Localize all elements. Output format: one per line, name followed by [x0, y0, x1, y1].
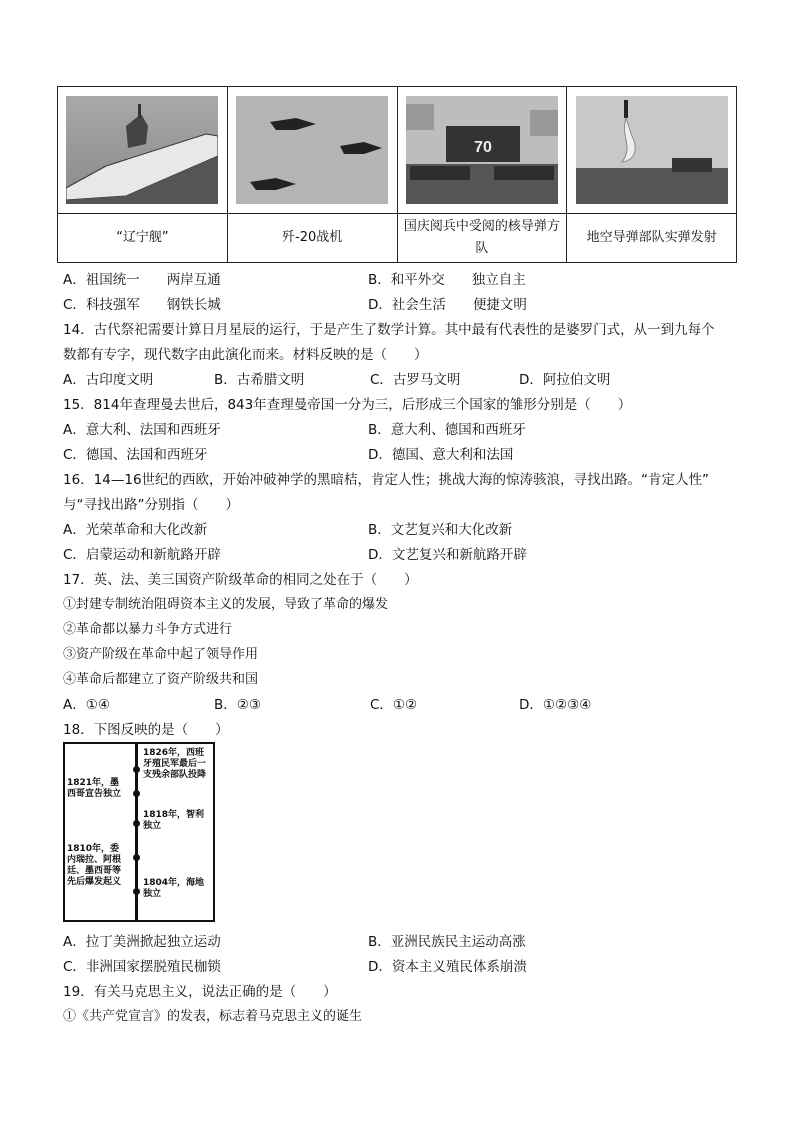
timeline-dot — [133, 854, 140, 861]
q14-option-b: B．古希腊文明 — [214, 372, 305, 388]
figure-table — [57, 86, 737, 263]
q17-option-c: C．①② — [370, 697, 418, 713]
timeline-event-1821: 1821年，墨西哥宣告独立 — [67, 778, 122, 799]
q15-option-b: B．意大利、德国和西班牙 — [368, 422, 526, 438]
timeline-event-1804: 1804年，海地独立 — [143, 878, 205, 899]
figure-cell-4 — [567, 87, 737, 214]
figure-cell-3 — [397, 87, 567, 214]
figure-caption-4: 地空导弹部队实弹发射 — [567, 214, 737, 263]
q16-option-b: B．文艺复兴和大化改新 — [368, 522, 513, 538]
q17-item-1: ①封建专制统治阻碍资本主义的发展，导致了革命的爆发 — [63, 597, 389, 612]
timeline-event-1826: 1826年，西班牙殖民军最后一支残余部队投降 — [143, 748, 207, 780]
q15-option-c: C．德国、法国和西班牙 — [63, 447, 208, 463]
q14-option-c: C．古罗马文明 — [370, 372, 461, 388]
q18-option-c: C．非洲国家摆脱殖民枷锁 — [63, 959, 221, 975]
q14-option-d: D．阿拉伯文明 — [519, 372, 611, 388]
q19-item-1: ①《共产党宣言》的发表，标志着马克思主义的诞生 — [63, 1009, 363, 1024]
q16-option-c: C．启蒙运动和新航路开辟 — [63, 547, 221, 563]
figure-cell-2 — [227, 87, 397, 214]
q18-option-b: B．亚洲民族民主运动高涨 — [368, 934, 526, 950]
parade-number: 70 — [473, 139, 492, 156]
figure-caption-1: “辽宁舰” — [58, 214, 228, 263]
q15-option-d: D．德国、意大利和法国 — [368, 447, 514, 463]
figure-cell-1 — [58, 87, 228, 214]
fighter-jets-photo — [236, 96, 388, 204]
missile-launch-photo — [576, 96, 728, 204]
q17-stem: 17．英、法、美三国资产阶级革命的相同之处在于（ ） — [63, 572, 418, 588]
missile-parade-photo — [406, 96, 558, 204]
q19-stem: 19．有关马克思主义，说法正确的是（ ） — [63, 984, 337, 1000]
timeline-event-1810: 1810年，委内瑞拉、阿根廷、墨西哥等先后爆发起义 — [67, 844, 122, 887]
q18-option-a: A．拉丁美洲掀起独立运动 — [63, 934, 221, 950]
q17-option-b: B．②③ — [214, 697, 261, 713]
figure-caption-2: 歼-20战机 — [227, 214, 397, 263]
q13-option-d: D．社会生活 便捷文明 — [368, 297, 527, 313]
q17-option-a: A．①④ — [63, 697, 110, 713]
aircraft-carrier-photo — [66, 96, 218, 204]
timeline-dot — [133, 766, 140, 773]
q14-stem-line1: 14．古代祭祀需要计算日月星辰的运行，于是产生了数学计算。其中最有代表性的是婆罗门式，从一到九每个 — [63, 322, 715, 338]
q13-option-a: A．祖国统一 两岸互通 — [63, 272, 221, 288]
q13-option-b: B．和平外交 独立自主 — [368, 272, 526, 288]
q17-item-3: ③资产阶级在革命中起了领导作用 — [63, 647, 259, 662]
q18-stem: 18．下图反映的是（ ） — [63, 722, 229, 738]
q16-option-d: D．文艺复兴和新航路开辟 — [368, 547, 527, 563]
q18-option-d: D．资本主义殖民体系崩溃 — [368, 959, 527, 975]
timeline-dot — [133, 820, 140, 827]
q14-option-a: A．古印度文明 — [63, 372, 154, 388]
q16-option-a: A．光荣革命和大化改新 — [63, 522, 208, 538]
timeline-event-1818: 1818年，智利独立 — [143, 810, 205, 831]
q17-item-2: ②革命都以暴力斗争方式进行 — [63, 622, 233, 637]
timeline-dot — [133, 888, 140, 895]
timeline-dot — [133, 790, 140, 797]
q13-option-c: C．科技强军 钢铁长城 — [63, 297, 221, 313]
timeline-figure — [63, 742, 215, 922]
figure-caption-3: 国庆阅兵中受阅的核导弹方队 — [397, 214, 567, 263]
q17-option-d: D．①②③④ — [519, 697, 592, 713]
q15-option-a: A．意大利、法国和西班牙 — [63, 422, 221, 438]
q14-stem-line2: 数都有专字，现代数字由此演化而来。材料反映的是（ ） — [63, 347, 428, 363]
q17-item-4: ④革命后都建立了资产阶级共和国 — [63, 672, 259, 687]
q16-stem-line1: 16．14—16世纪的西欧，开始冲破神学的黑暗桔，肯定人性；挑战大海的惊涛骇浪，寻找出路。“肯定人性” — [63, 472, 710, 488]
q15-stem: 15．814年查理曼去世后，843年查理曼帝国一分为三，后形成三个国家的雏形分别是（ ） — [63, 397, 632, 413]
q16-stem-line2: 与“寻找出路”分别指（ ） — [63, 497, 239, 513]
